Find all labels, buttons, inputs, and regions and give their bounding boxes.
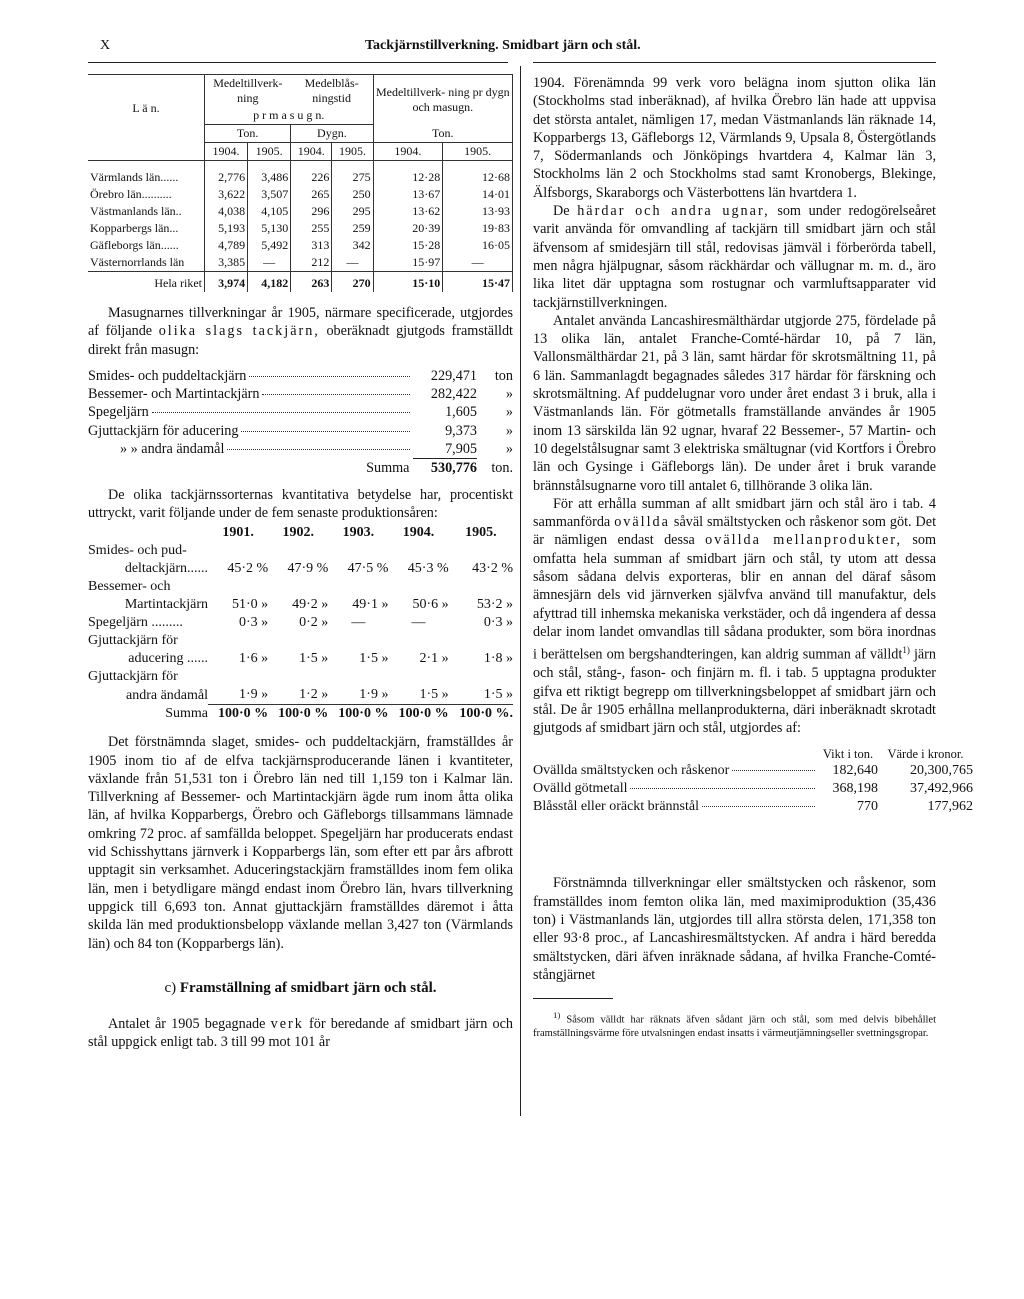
table-row: Gäfleborgs län...... 4,789 5,492 313 342 15·28 16·05 — [88, 237, 513, 254]
year-1905: 1905. — [248, 143, 291, 161]
paragraph-intermediate-products: För att erhålla summan af allt smidbart järn och stål äro i tab. 4 sammanförda ovällda såväl smältstycken och råskenor som göt. Det är nämligen endast dessa ovällda mellanprodukter, som omfatta hela summan af smidbart järn och stål, ty utom att dessa såsom sådana delvis exporteras, blir en annan del däraf såsom ämnesjärn dels vid järnverken självfva använd till manufaktur, dels afyttrad till inhemska mekaniska verkstäder, och då ingendera af dessa delar inom landet omvandlas till sådana produkter, som böra inordnas i berättelsen om bergshandteringen, kan aldrig summan af välldt$^{1)}$ järn och stål, stång-, fason- och finjärn m. fl. i tab. 5 upptagna produkter gifva ett riktigt begrepp om tillverkningsbeloppet af smidbart järn och stål. De år 1905 erhållna mellanprodukterna, däri inberäknadt skrotadt gjutgods af smidbart järn och stål, utgjordes af: — [533, 495, 937, 737]
table-total-row: Hela riket 3,974 4,182 263 270 15·10 15·47 — [88, 272, 513, 293]
paragraph-pig-iron-types: Det förstnämnda slaget, smides- och puddeltackjärn, framställdes år 1905 inom tio af de elfva tackjärnsproducerande länen i kvantiteter, växlande från 51,531 ton i Örebro län ned till 1,159 ton i Kalmar län. Tillverkning af Bessemer- och Martintackjärn ägde rum inom åtta olika län, af hvilka Kopparbergs, Örebro och Gäfleborgs tillsammans lämnade omkring 72 proc. af samfällda beloppet. Spegeljärn har producerats endast vid Schisshyttans järnverk i Kopparbergs län, som efter ett par års afbrott upptagit sin verksamhet. Aduceringstackjärn framställdes inom fem olika län, men i betydligare mängd endast inom Örebro län, hvars tillverkning uppgick till 6,693 ton. Annat gjuttackjärn framställdes däremot i åtta skilda län med produktionsbelopp växlande mellan 3,427 ton (Värmlands län) och 84 ton (Kopparbergs län). — [88, 734, 513, 952]
table-row: Ovälld götmetall 368,198 37,492,966 — [533, 781, 973, 797]
right-column — [533, 74, 973, 1040]
county-header: L ä n. — [88, 75, 205, 143]
running-header: Tackjärnstillverkning. Smidbart järn och stål. — [365, 38, 641, 53]
table-row: Blåsstål eller oräckt brännstål 770 177,962 — [533, 799, 973, 815]
production-sum: Summa 530,776 ton. — [366, 460, 513, 477]
footnote: $^{1)}$ Såsom välldt har räknats äfven sådant järn och stål, som med delvis bibehållet framställningsvärme före utvalsningen endast insatts i värmeutjämningseller svettningsgropar. — [533, 1010, 936, 1039]
table-row: deltackjärn...... 45·2 % 47·9 % 47·5 % 45·3 % 43·2 % — [124, 561, 513, 577]
col-header-daily-production: Medeltillverk- ning pr dygn och masugn. — [373, 75, 512, 125]
col-header-blowing-time: Medelblås- ningstid — [291, 75, 373, 108]
unit-days: Dygn. — [291, 125, 373, 143]
table-row: Kopparbergs län... 5,193 5,130 255 259 20·39 19·83 — [88, 220, 513, 237]
table-row: Spegeljärn ......... 0·3 » 0·2 » — — 0·3 » — [88, 615, 513, 631]
paragraph-lancashire: Antalet använda Lancashiresmälthärdar utgjorde 275, fördelade på 13 olika län, antalet Franche-Comté-härdar 10, på 7 län, Vallonsmälthärdar 21, på 3 län, samt härdar för skrotsmältning 11, på 6 län. Sammanlagdt begagnades således 317 härdar för färskning och skrotsmältning. Af puddelugnar voro under året endast 3 i bruk, alla i Västmanlands län. För götmetalls framställande användes år 1905 inom 13 särskilda län 92 ugnar, hvaraf 22 Bessemer-, 57 Martin- och 10 degelstålsugnar samt 3 elektriska smältugnar (vid Kortfors i Örebro län och Gysinge i Gäfleborgs län). De under året i bruk varande brännstålsugnarne voro till antalet 6, tillhörande 3 olika län. — [533, 312, 936, 494]
list-item: Bessemer- och Martintackjärn 282,422 » — [88, 386, 513, 403]
list-item: Smides- och puddeltackjärn 229,471 ton — [88, 367, 513, 384]
table-row: Västernorrlands län 3,385 — 212 — 15·97 — — [88, 254, 513, 272]
list-item: Spegeljärn 1,605 » — [88, 404, 513, 421]
year-1904: 1904. — [291, 143, 332, 161]
table-row: Bessemer- och — [88, 579, 171, 595]
year-1905: 1905. — [332, 143, 373, 161]
footnote-rule — [533, 998, 613, 999]
paragraph-lancashire-pieces: Förstnämnda tillverkningar eller smältstycken och råskenor, som framställdes inom femton olika län, med maximiproduktion (35,436 ton) i Västmanlands län, utgjordes till allra största delen, 171,358 ton eller 93·8 proc., af Lancashiresmältstycken. Af andra i härd beredda smältstycken, däri äfven inräknade sådana, af hvilka Franche-Comté-stångjärnet — [533, 875, 936, 983]
intermediate-table — [533, 747, 973, 816]
paragraph-percentages: De olika tackjärnssorternas kvantitativa betydelse har, procentiskt uttryckt, varit följande under de fem senaste produktionsåren: — [88, 486, 513, 521]
paragraph-works-distribution: 1904. Förenämnda 99 verk voro belägna inom sjutton olika län (Stockholms stad inberäknad), af hvilka Örebro län hade att uppvisa det största antalet, nämligen 17, medan Västmanlands län räknade 14, Kopparbergs 13, Gäfleborgs 12, Värmlands 9, Upsala 8, Östergötlands 7, Södermanlands och Jönköpings hvartdera 4, Kalmar län 3, Stockholms län 2 och Stockholms stad samt Kronobergs, Blekinge, Älfsborgs, Skaraborgs och Västerbottens län hvartdera 1. — [533, 75, 936, 201]
table-row: Gjuttackjärn för — [88, 669, 178, 685]
county-table — [88, 74, 513, 292]
table-row: Gjuttackjärn för — [88, 633, 178, 649]
header-rule-right — [533, 62, 936, 63]
percentage-table: 1901. 1902. 1903. 1904. 1905. Smides- och pud- deltackjärn...... 45·2 % 47·9 % 47·5 % 45·3 % 43·2 % Bessemer- och Martintackjärn 51·0 » 49·2 » 49·1 » 50·6 » 53·2 » Spegeljärn ......... 0·3 » 0·2 » — — 0·3 » Gjuttackjärn för aducering ...... 1·6 » 1·5 » 1·5 » 2·1 » 1·8 » Gjuttackjärn för andra ändamål 1·9 » 1·2 » 1·9 » 1·5 » 1·5 » Summa 100·0 % 100·0 % 100·0 % 100·0 % 100·0 %. — [88, 525, 513, 722]
table-row: Smides- och pud- — [88, 543, 187, 559]
production-list — [88, 367, 513, 478]
paragraph-works-count: Antalet år 1905 begagnade verk för beredande af smidbart järn och stål uppgick enligt tab. 3 till 99 mot 101 år — [88, 1016, 514, 1051]
table-row: Värmlands län...... 2,776 3,486 226 275 12·28 12·68 — [88, 169, 513, 186]
per-furnace-label: p r m a s u g n. — [205, 107, 374, 125]
section-heading: c) Framställning af smidbart järn och stål. — [164, 979, 437, 996]
paragraph-production-intro: Masugnarnes tillverkningar år 1905, närmare specificerade, utgjordes af följande olika slags tackjärn, oberäknadt gjutgods framställdt direkt från masugn: — [88, 305, 513, 358]
year-1905: 1905. — [443, 143, 513, 161]
paragraph-hearths: De härdar och andra ugnar, som under redogörelseåret varit använda för omvandling af tackjärn till smidbart järn och stål äfvensom af smidesjärn till stål, redovisas jämväl i förberörda tabell, men några hjälpugnar, såsom räckhärdar och vällugnar m. m. d., äro lika litet där upptagna som rostugnar och varmluftsapparater vid tackjärnstillverkningen. — [533, 203, 936, 311]
table-total-row: Summa 100·0 % 100·0 % 100·0 % 100·0 % 100·0 %. — [165, 706, 513, 722]
table-row: andra ändamål 1·9 » 1·2 » 1·9 » 1·5 » 1·5 » — [125, 687, 513, 703]
table-row: Ovällda smältstycken och råskenor 182,640 20,300,765 — [533, 763, 973, 779]
col-header-weight: Vikt i ton. — [822, 747, 874, 762]
header-rule-left — [88, 62, 508, 63]
table-row: Västmanlands län.. 4,038 4,105 296 295 13·62 13·93 — [88, 203, 513, 220]
col-header-value: Värde i kronor. — [887, 747, 964, 762]
list-item: » » andra ändamål 7,905 » — [88, 440, 513, 459]
year-1904: 1904. — [373, 143, 443, 161]
table-row: Martintackjärn 51·0 » 49·2 » 49·1 » 50·6 » 53·2 » — [124, 597, 513, 613]
table-row: aducering ...... 1·6 » 1·5 » 1·5 » 2·1 » 1·8 » — [128, 651, 513, 667]
left-column — [88, 74, 513, 1052]
page-number: X — [100, 38, 111, 53]
column-divider — [520, 66, 521, 1116]
list-item: Gjuttackjärn för aducering 9,373 » — [88, 422, 513, 439]
year-1904: 1904. — [205, 143, 248, 161]
unit-ton: Ton. — [236, 126, 259, 140]
col-header-production: Medeltillverk- ning — [205, 75, 291, 108]
table-row: Örebro län.......... 3,622 3,507 265 250 13·67 14·01 — [88, 186, 513, 203]
unit-ton-2: Ton. — [373, 125, 512, 143]
